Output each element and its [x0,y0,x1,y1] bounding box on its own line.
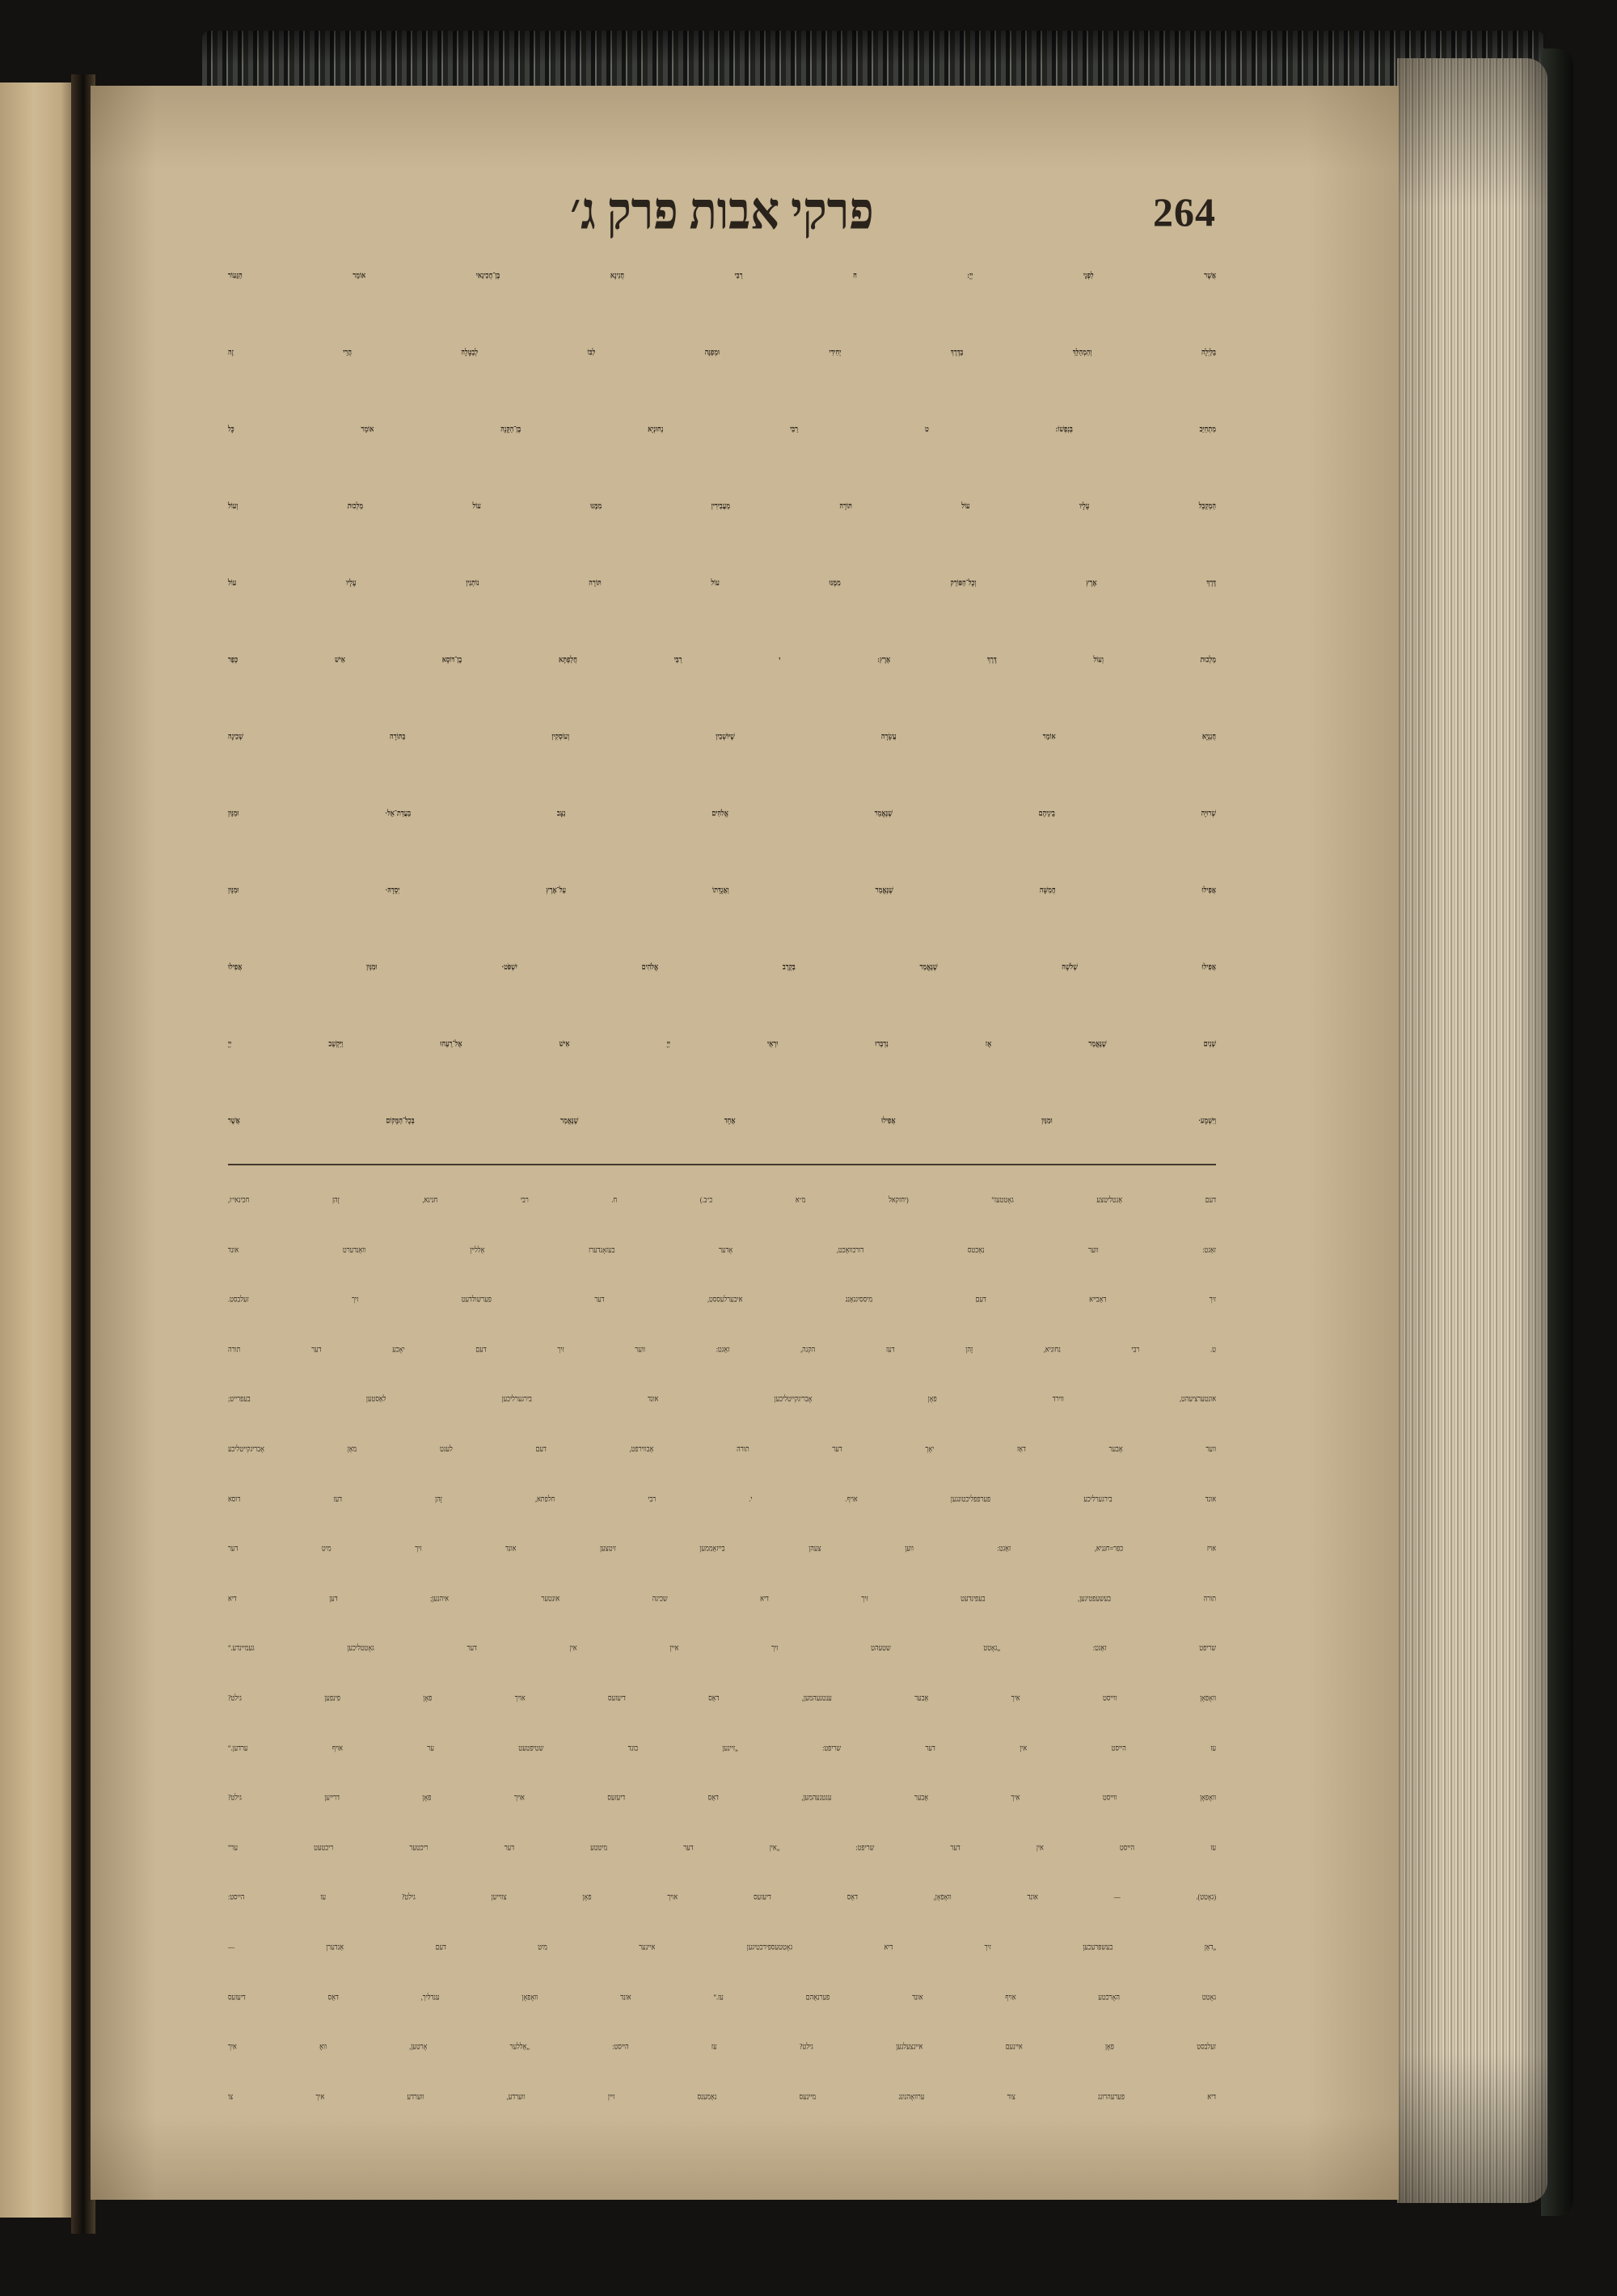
translation-commentary [228,1175,1216,2121]
commentary-line: דיא פערעהרונג צור ערוואָהנונג מיינעס נאַמענס זיין ווערדע, ווערדע איך צו [228,2091,1216,2101]
mishnah-line: שְׁרוּיָה בֵינֵיהֶם שֶׁנֶּאֱמַר אֱלֹהִים נִצָּב בַּעֲדַת־אֵל· וּמִנַּיִן [228,809,1216,818]
commentary-line: „דאַן בעשפּרעכען זיך דיא גאָטטעספירכטיגען איינער מיט דעם אַנדערן — [228,1942,1216,1951]
commentary-line: ט. רבי נחוניא, זָהן דעז הקנה, זאַגט: ווער זיך דעם יאָכע דער תורה [228,1344,1216,1354]
mishnah-line: שְׁנַיִם שֶׁנֶּאֱמַר אָז נִדְבְּרוּ יִרְאֵי יְיָ אִישׁ אֶל־רֵעֵהוּ וַיַּקְשֵׁב יְיָ [228,1039,1216,1048]
facing-page [0,82,76,2218]
mishnah-line: הַמְקַבֵּל עָלָיו עוֹל תּוֹרָה מַעֲבִירִין מִמֶּנּוּ עוֹל מַלְכוּת וְעוֹל [228,501,1216,510]
mishnah-line: בַּלַּיְלָה וְהַמְהַלֵּךְ בַּדֶּרֶךְ יְחִידִי וּמְפַנֶּה לִבּוֹ לְבַטָּלָה הֲרֵי זֶה [228,348,1216,357]
book-top-edge [202,31,1544,87]
mishnah-line: אֲפִילוּ שְׁלֹשָׁה שֶׁנֶּאֱמַר בְּקֶרֶב אֱלֹהִים יִשְׁפֹּט· וּמִנַּיִן אֲפִילוּ [228,962,1216,971]
mishnah-line: אֲשֶׁר לִפְנֵי יְיָ: ח רַבִּי חֲנִינָא בֶּן־חֲכִינַאי אוֹמֵר הַנֵּעוֹר [228,271,1216,280]
commentary-line: שריפט זאַגט: „גאָטט שטעהט זיך איין אין דער גאָטטליכען געמיינדע.“ [228,1643,1216,1653]
commentary-line: עז הייסט אין דער שריפט: „אין דער מיטטע דער ריכטער ריכטעט ער“ [228,1842,1216,1852]
commentary-line: אונד בירגערליכע פערפפליכטונגען אויף. י. רבי חלפתא, זָהן דעז דוסא [228,1494,1216,1503]
commentary-line: זאַגט: ווער נאַכטס דורכוואַכט, אָדער בעזאָנדערז אַללײן וואַנדערט אונד [228,1245,1216,1254]
commentary-line: וואָפאָן ווייסט איך אַבער ענטנעהמען, דאַס דיעזעס אויך פאָן דרייען גילט? [228,1793,1216,1803]
commentary-line: עז הייסט אין דער שריפט: „זיינען בונד שטיפטעט ער אויף ערדען.“ [228,1743,1216,1753]
commentary-line: אונטערציעהט, ווירד פאָן אָבריגקייטליכען אונד בירגערליכען לאַסטען בעפרייט; [228,1394,1216,1404]
commentary-line: גאָטט האָרכטע אויף אונד פערנאַהם עז.“ אונד וואָפאָן ענדליך, דאַס דיעזעס [228,1992,1216,2002]
commentary-line: זעלבסט פאָן איינעם איינצעלנען גילט? עז הייסט: „אַללער אָרטען, וואָ איך [228,2042,1216,2052]
mishnah-line: אֲפִילוּ חֲמִשָּׁה שֶׁנֶּאֱמַר וַאֲגֻדָּתוֹ עַל־אֶרֶץ יְסָדָהּ· וּמִנַּיִן [228,886,1216,894]
page-number: 264 [1153,189,1216,235]
running-title: פרקי אבות פרק ג׳ [570,183,874,241]
mishnah-line: חֲנַנְיָא אוֹמֵר עֲשָׂרָה שֶׁיּוֹשְׁבִין וְעוֹסְקִין בַּתּוֹרָה שְׁכִינָה [228,732,1216,741]
mishnah-line: מִתְחַיֵּב בְּנַפְשׁוֹ: ט רַבִּי נְחוּנְיָא בֶּן־הַקָּנָה אוֹמֵר כָּל [228,425,1216,433]
mishnah-line: מַלְכוּת וְעוֹל דֶּרֶךְ אֶרֶץ: י רַבִּי חֲלַפְתָּא בֶן־דּוֹסָא אִישׁ כְּפַר [228,655,1216,664]
commentary-line: וואָפאָן ווייסט איך אַבער ענטנעהמען, דאַס דיעזעס אויך פאָן פינפען גילט? [228,1693,1216,1702]
commentary-line: דעם אַנטליטצע גאָטטעז“ (יחזקאל מ״א כ״ב.) ח. רבי חנינא, זָהן חכינאי׳ז, [228,1195,1216,1204]
page-stack-fore-edge [1397,58,1547,2203]
mishnah-text [228,237,1216,1159]
commentary-line: אויז כפר=חנניא, זאַגט: ווען צעהן בייזאַממען זיטצען אונד זיך מיט דער [228,1544,1216,1554]
commentary-line: (גאָטט). — אונד וואָפאָן, דאַס דיעזעס אויך פאָן צווייען גילט? עז הייסט: [228,1892,1216,1902]
commentary-line: זיך דאַבײא דעם מיססיגגאַנג איבערלעססט, דער פערשולדעט זיך זעלבסט. [228,1295,1216,1304]
mishnah-line: דֶּרֶךְ אֶרֶץ וְכָל־הַפּוֹרֵק מִמֶּנּוּ עוֹל תּוֹרָה נוֹתְנִין עָלָיו עוֹל [228,578,1216,587]
commentary-line: תורה בעשעפטיגען, בעפינדעט זיך דיא שכינה אונטער איהנען; דען דיא [228,1593,1216,1603]
mishnah-line: וַיִּשְׁמָע· וּמִנַּיִן אֲפִילוּ אֶחָד שֶׁנֶּאֱמַר בְּכָל־הַמָּקוֹם אֲשֶׁר [228,1116,1216,1125]
commentary-line: ווער אַבער דאַז יאָך דער תורה אַבווירפט, דעם לעגט מאַן אָבריגקייטליכע [228,1444,1216,1453]
section-divider [228,1164,1216,1165]
